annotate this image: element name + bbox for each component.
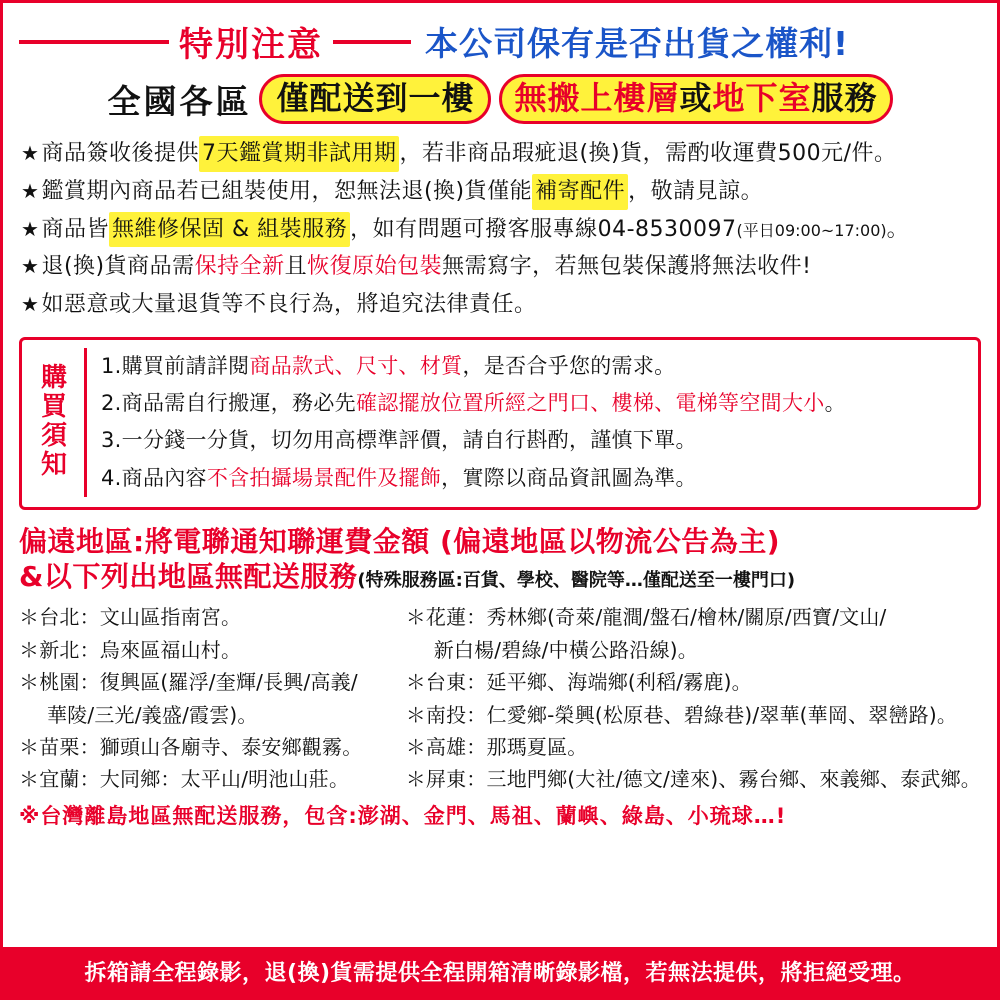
note-item xyxy=(21,249,979,285)
shipping-scope-prefix: 全國各區 xyxy=(107,81,252,121)
remote-areas-columns xyxy=(19,601,981,795)
purchase-notice-label-char: 須 xyxy=(40,421,67,452)
offshore-islands-note: ※台灣離島地區無配送服務，包含:澎湖、金門、馬祖、蘭嶼、綠島、小琉球…! xyxy=(19,803,787,828)
remote-areas-column-left xyxy=(19,601,392,795)
note-text-b: 且 xyxy=(284,254,308,280)
star-icon: ★ xyxy=(21,291,40,316)
area-line xyxy=(406,763,981,795)
asterisk-icon: ＊ xyxy=(405,734,426,759)
area-text: 高雄：那瑪夏區。 xyxy=(425,734,588,759)
area-line xyxy=(19,601,392,633)
star-icon: ★ xyxy=(21,216,40,241)
no-stairs-badge-part2: 或 xyxy=(679,79,713,117)
area-line-continued xyxy=(19,699,392,731)
no-stairs-badge-part1: 無搬上樓層 xyxy=(514,79,680,117)
purchase-notice-items xyxy=(101,348,968,498)
note-text-c: 無需寫字，若無包裝保護將無法收件! xyxy=(442,254,812,280)
area-text: 苗栗：獅頭山各廟寺、泰安鄉觀霧。 xyxy=(39,734,363,759)
item-text-a: 一分錢一分貨，切勿用高標準評價，請自行斟酌，謹慎下單。 xyxy=(121,428,697,453)
asterisk-icon: ＊ xyxy=(19,767,40,792)
list-item xyxy=(101,348,968,385)
area-text: 台東：延平鄉、海端鄉(利稻/霧鹿)。 xyxy=(425,670,752,695)
note-text-b: ，如有問題可撥客服專線04-8530097 xyxy=(350,216,737,242)
item-text-a: 商品內容 xyxy=(121,465,207,490)
area-text: 新白楊/碧綠/中橫公路沿線)。 xyxy=(433,637,698,662)
list-item xyxy=(101,385,968,422)
note-red-1: 保持全新 xyxy=(194,254,285,280)
asterisk-icon: ＊ xyxy=(19,637,40,662)
area-line-continued xyxy=(406,634,981,666)
area-line xyxy=(406,731,981,763)
item-text-b: ，實際以商品資訊圖為準。 xyxy=(441,465,697,490)
area-text: 屏東：三地門鄉(大社/德文/達來)、霧台鄉、來義鄉、泰武鄉。 xyxy=(425,767,981,792)
note-text-b: ，敬請見諒。 xyxy=(628,179,764,205)
remote-areas-column-right xyxy=(392,601,981,795)
header-right-text: 本公司保有是否出貨之權利! xyxy=(425,24,850,63)
area-line xyxy=(19,763,392,795)
remote-areas-heading-2-main: &以下列出地區無配送服務 xyxy=(19,560,358,594)
note-text-a: 鑑賞期內商品若已組裝使用，恕無法退(換)貨僅能 xyxy=(41,179,533,205)
star-icon: ★ xyxy=(21,179,40,204)
page-title: 特別注意 xyxy=(179,25,323,65)
note-text-a: 如惡意或大量退貨等不良行為，將追究法律責任。 xyxy=(41,291,537,317)
area-line xyxy=(406,699,981,731)
list-item xyxy=(101,422,968,459)
area-text: 新北：烏來區福山村。 xyxy=(39,637,242,662)
note-item xyxy=(21,174,979,210)
remote-areas-heading-2-tail: (特殊服務區:百貨、學校、醫院等…僅配送至一樓門口) xyxy=(357,570,796,592)
item-number: 1. xyxy=(101,353,122,378)
asterisk-icon: ＊ xyxy=(19,734,40,759)
area-line xyxy=(19,634,392,666)
note-text-c: 。 xyxy=(886,216,910,242)
note-text-b: ，若非商品瑕疵退(換)貨，需酌收運費500元/件。 xyxy=(399,141,897,167)
note-red-2: 恢復原始包裝 xyxy=(307,254,443,280)
item-text-red: 不含拍攝場景配件及擺飾 xyxy=(206,465,442,490)
purchase-notice-label-char: 購 xyxy=(40,363,67,394)
service-hours: (平日09:00~17:00) xyxy=(736,220,887,240)
note-item xyxy=(21,136,979,172)
item-text-b: ，是否合乎您的需求。 xyxy=(462,353,676,378)
note-item xyxy=(21,287,979,323)
footer-banner: 拆箱請全程錄影，退(換)貨需提供全程開箱清晰錄影檔，若無法提供，將拒絕受理。 xyxy=(3,947,997,997)
area-text: 宜蘭：大同鄉：太平山/明池山莊。 xyxy=(39,767,350,792)
no-stairs-badge-part3: 地下室 xyxy=(712,79,812,117)
remote-areas-heading-1: 偏遠地區:將電聯通知聯運費金額 (偏遠地區以物流公告為主) xyxy=(19,525,781,559)
item-text-red: 商品款式、尺寸、材質 xyxy=(249,353,463,378)
item-text-red: 確認擺放位置所經之門口、樓梯、電梯等空間大小 xyxy=(355,390,825,415)
area-text: 台北：文山區指南宮。 xyxy=(39,605,242,630)
purchase-notice-box xyxy=(19,337,981,511)
remote-areas-section xyxy=(19,524,981,830)
ground-floor-only-badge: 僅配送到一樓 xyxy=(259,74,491,124)
purchase-notice-label xyxy=(32,348,87,498)
note-text-a: 商品皆 xyxy=(41,216,109,242)
note-highlight: 補寄配件 xyxy=(532,174,628,210)
note-item xyxy=(21,212,979,248)
shipping-scope xyxy=(3,74,997,124)
purchase-notice-label-char: 買 xyxy=(40,392,67,423)
asterisk-icon: ＊ xyxy=(405,702,426,727)
area-text: 桃園：復興區(羅浮/奎輝/長興/高義/ xyxy=(39,670,358,695)
note-highlight: 無維修保固 & 組裝服務 xyxy=(109,212,350,248)
asterisk-icon: ＊ xyxy=(19,605,40,630)
item-text-b: 。 xyxy=(824,390,846,415)
area-line xyxy=(19,666,392,698)
note-text-a: 商品簽收後提供 xyxy=(41,141,199,167)
purchase-notice-label-char: 知 xyxy=(40,450,67,481)
area-line xyxy=(19,731,392,763)
item-number: 2. xyxy=(101,390,122,415)
area-text: 南投：仁愛鄉-榮興(松原巷、碧綠巷)/翠華(華岡、翠巒路)。 xyxy=(425,702,958,727)
note-text-a: 退(換)貨商品需 xyxy=(41,254,195,280)
area-line xyxy=(406,666,981,698)
header-rule-mid xyxy=(333,40,411,44)
no-stairs-badge xyxy=(499,74,892,124)
item-text-a: 購買前請詳閱 xyxy=(121,353,250,378)
star-icon: ★ xyxy=(21,254,40,279)
header xyxy=(3,3,997,68)
asterisk-icon: ＊ xyxy=(19,670,40,695)
asterisk-icon: ＊ xyxy=(405,767,426,792)
asterisk-icon: ＊ xyxy=(405,605,426,630)
star-icon: ★ xyxy=(21,141,40,166)
note-highlight: 7天鑑賞期非試用期 xyxy=(199,136,400,172)
item-number: 4. xyxy=(101,465,122,490)
header-rule-left xyxy=(19,40,169,44)
remote-areas-heading-2 xyxy=(19,559,981,595)
area-text: 花蓮：秀林鄉(奇萊/龍澗/盤石/檜林/關原/西寶/文山/ xyxy=(425,605,887,630)
no-stairs-badge-part4: 服務 xyxy=(811,79,878,117)
notes-list xyxy=(21,136,979,322)
list-item xyxy=(101,460,968,497)
item-text-a: 商品需自行搬運，務必先 xyxy=(121,390,356,415)
item-number: 3. xyxy=(101,428,122,453)
area-text: 華陵/三光/義盛/霞雲)。 xyxy=(47,702,258,727)
asterisk-icon: ＊ xyxy=(405,670,426,695)
area-line xyxy=(406,601,981,633)
